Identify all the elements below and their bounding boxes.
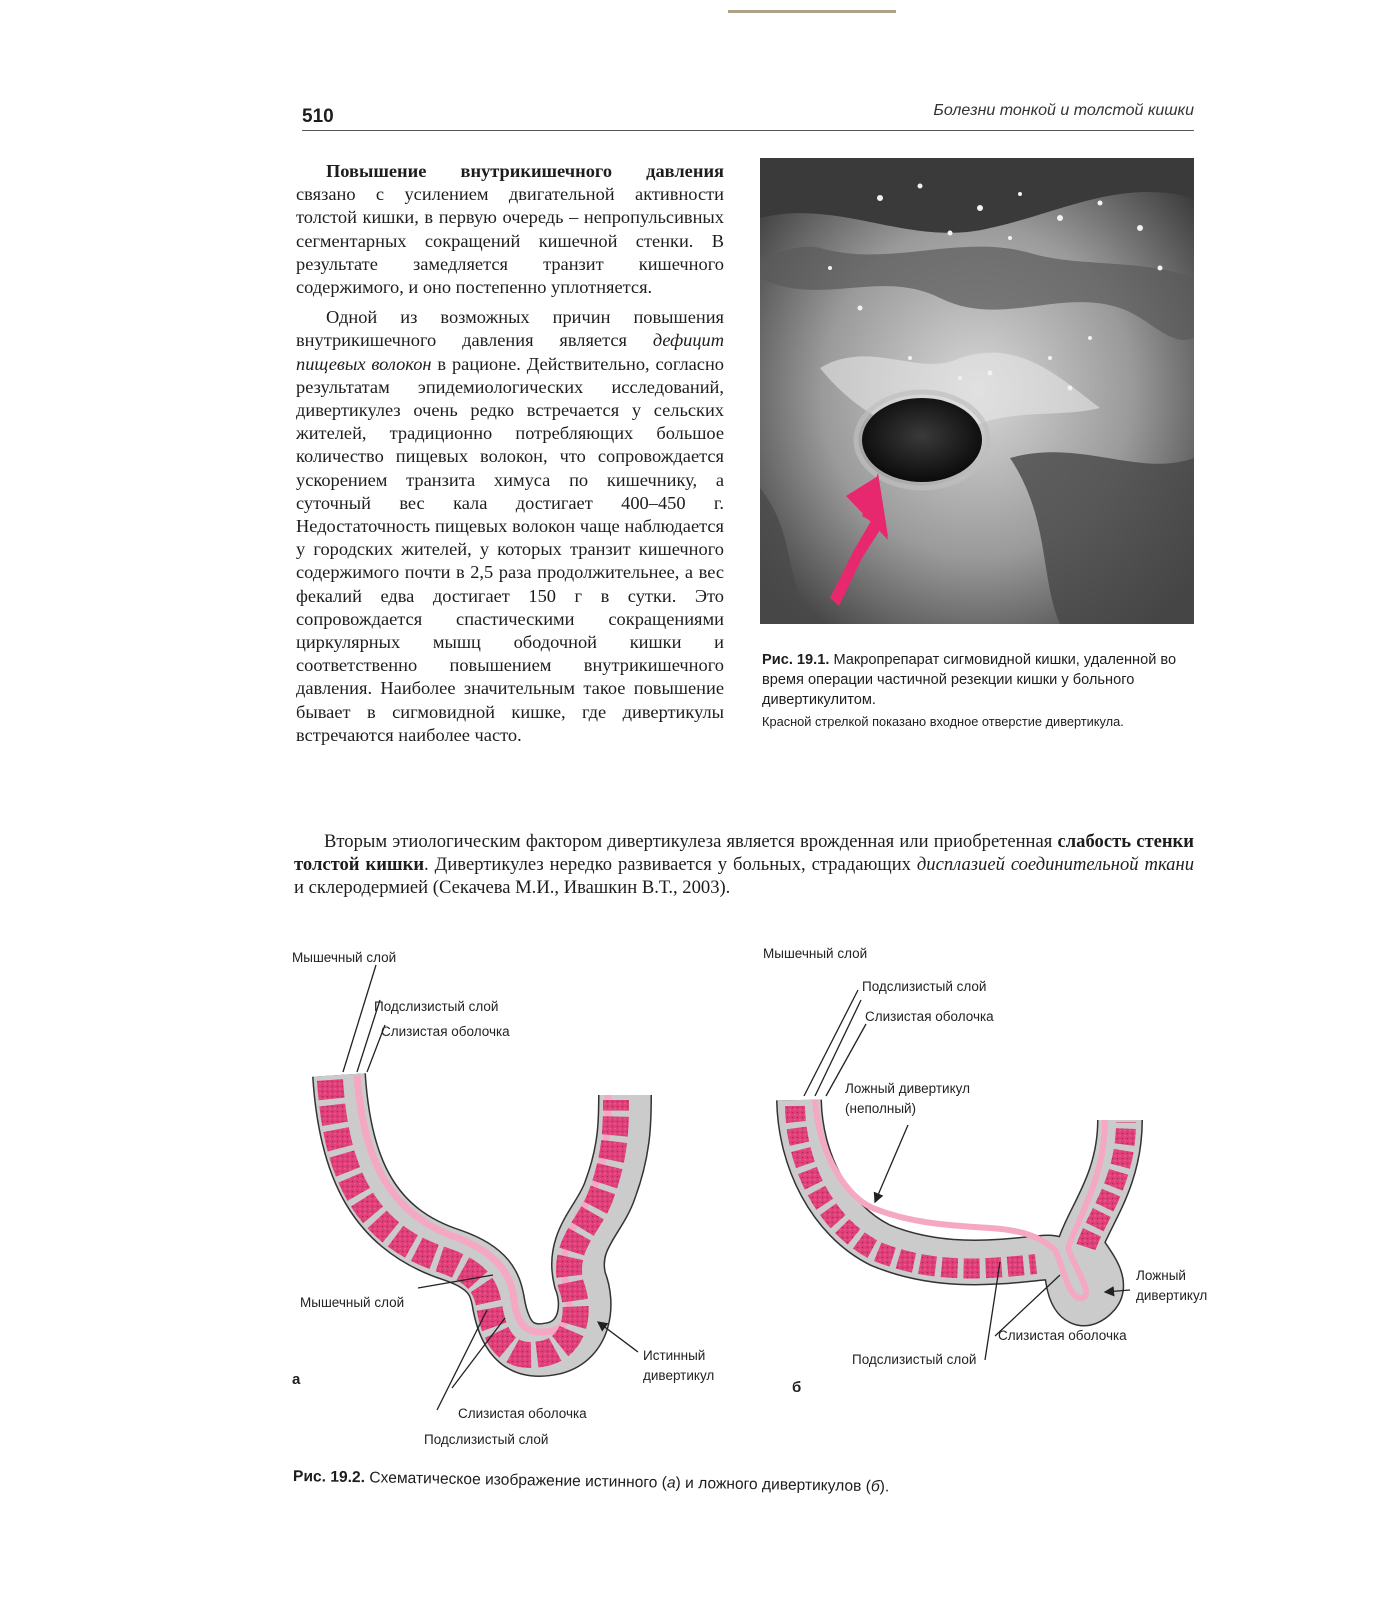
label-true-diverticulum: Истинный — [643, 1348, 706, 1363]
paragraph-2-text-b: в рационе. Действительно, согласно результатам эпидемиологических исследований, дивертикулез очень редко встречается у сельских жителей, традиционно потребляющих большое количество пищевых волокон, что сопровождается ускорением транзита химуса по кишечнику, а суточный вес кала достигает 400–450 г. Недостаточность пищевых волокон чаще наблюдается у городских жителей, у которых транзит кишечного содержимого почти в 2,5 раза продолжительнее, а вес фекалий едва достигает 150 г в сутки. Это сопровождается спастическими сокращениями циркулярных мышц ободочной кишки и соответственно повышением внутрикишечного давления. Наиболее значительным такое повышение бывает в сигмовидной кишке, где дивертикулы встречаются наиболее часто. — [296, 353, 724, 745]
caption-main — [762, 650, 1202, 710]
bold-term: слабость стенки толстой кишки — [294, 831, 1194, 875]
figure-19-2-caption — [293, 1468, 1073, 1500]
label-incomplete-false-diverticulum: Ложный дивертикул — [845, 1081, 970, 1096]
leader-arrow — [875, 1125, 908, 1202]
caption-text: ). — [879, 1478, 890, 1496]
paragraph-3-text-a: Вторым этиологическим фактором дивертикулеза является врожденная или приобретенная — [324, 831, 1058, 852]
left-column-text — [296, 160, 724, 747]
label-submucosa: Подслизистый слой — [852, 1352, 977, 1367]
caption-text: ) и ложного дивертикулов ( — [675, 1474, 872, 1496]
label-muscle-layer: Мышечный слой — [292, 950, 397, 965]
label-submucosa: Подслизистый слой — [424, 1432, 549, 1447]
paragraph-1-text: связано с усилением двигательной активности толстой кишки, в первую очередь – непропульсивных сегментарных сокращений кишечной стенки. В результате замедляется транзит кишечного содержимого, и оно постепенно уплотняется. — [296, 184, 724, 298]
label-mucosa: Слизистая оболочка — [998, 1328, 1127, 1343]
page-number: 510 — [302, 106, 334, 127]
paragraph-3 — [294, 830, 1194, 899]
label-muscle-layer: Мышечный слой — [300, 1295, 405, 1310]
label-mucosa: Слизистая оболочка — [865, 1009, 994, 1024]
leader-line — [343, 965, 376, 1072]
label-submucosa: Подслизистый слой — [374, 999, 499, 1014]
caption-text: Макропрепарат сигмовидной кишки, удаленной во время операции частичной резекции кишки у больного дивертикулитом. — [762, 652, 1177, 708]
caption-letter: а — [666, 1474, 676, 1492]
label-mucosa: Слизистая оболочка — [458, 1406, 587, 1421]
figure-19-2-diagram — [0, 930, 1388, 1460]
italic-term: дисплазией соединительной ткани — [916, 854, 1194, 875]
label-false-diverticulum: Ложный — [1136, 1268, 1186, 1283]
paragraph-2-text-a: Одной из возможных причин повышения внутрикишечного давления является — [296, 307, 724, 351]
paragraph-2 — [296, 306, 724, 747]
scan-artifact — [728, 10, 896, 13]
panel-a-diagram — [330, 1075, 625, 1355]
caption-letter: б — [870, 1478, 880, 1496]
figure-label: Рис. 19.2. — [292, 1468, 366, 1487]
panel-letter-b: б — [792, 1379, 802, 1396]
figure-label: Рис. 19.1. — [762, 652, 830, 668]
bold-term: Повышение внутрикишечного давления — [326, 161, 724, 181]
label-incomplete-false-diverticulum: (неполный) — [845, 1101, 917, 1116]
panel-b-diagram — [795, 1100, 1126, 1303]
running-title: Болезни тонкой и толстой кишки — [933, 102, 1194, 119]
figure-19-1-photo — [760, 158, 1194, 624]
caption-text: Схематическое изображение истинного ( — [364, 1469, 668, 1492]
label-false-diverticulum: дивертикул — [1136, 1288, 1208, 1303]
label-muscle-layer: Мышечный слой — [763, 946, 868, 961]
label-mucosa: Слизистая оболочка — [381, 1024, 510, 1039]
panel-letter-a: а — [292, 1371, 301, 1388]
paragraph-3-text-b: . Дивертикулез нередко развивается у больных, страдающих — [424, 854, 917, 875]
label-submucosa: Подслизистый слой — [862, 979, 987, 994]
leader-line — [437, 1310, 487, 1410]
paragraph-3-text-c: и склеродермией (Секачева М.И., Ивашкин В.Т., 2003). — [294, 877, 731, 898]
page-header — [302, 100, 1194, 131]
caption-note: Красной стрелкой показано входное отверстие дивертикула. — [762, 714, 1124, 729]
figure-19-1-caption — [762, 650, 1202, 730]
italic-term: дефицит пищевых волокон — [296, 330, 724, 374]
paragraph-1 — [296, 160, 724, 299]
label-true-diverticulum: дивертикул — [643, 1368, 715, 1383]
